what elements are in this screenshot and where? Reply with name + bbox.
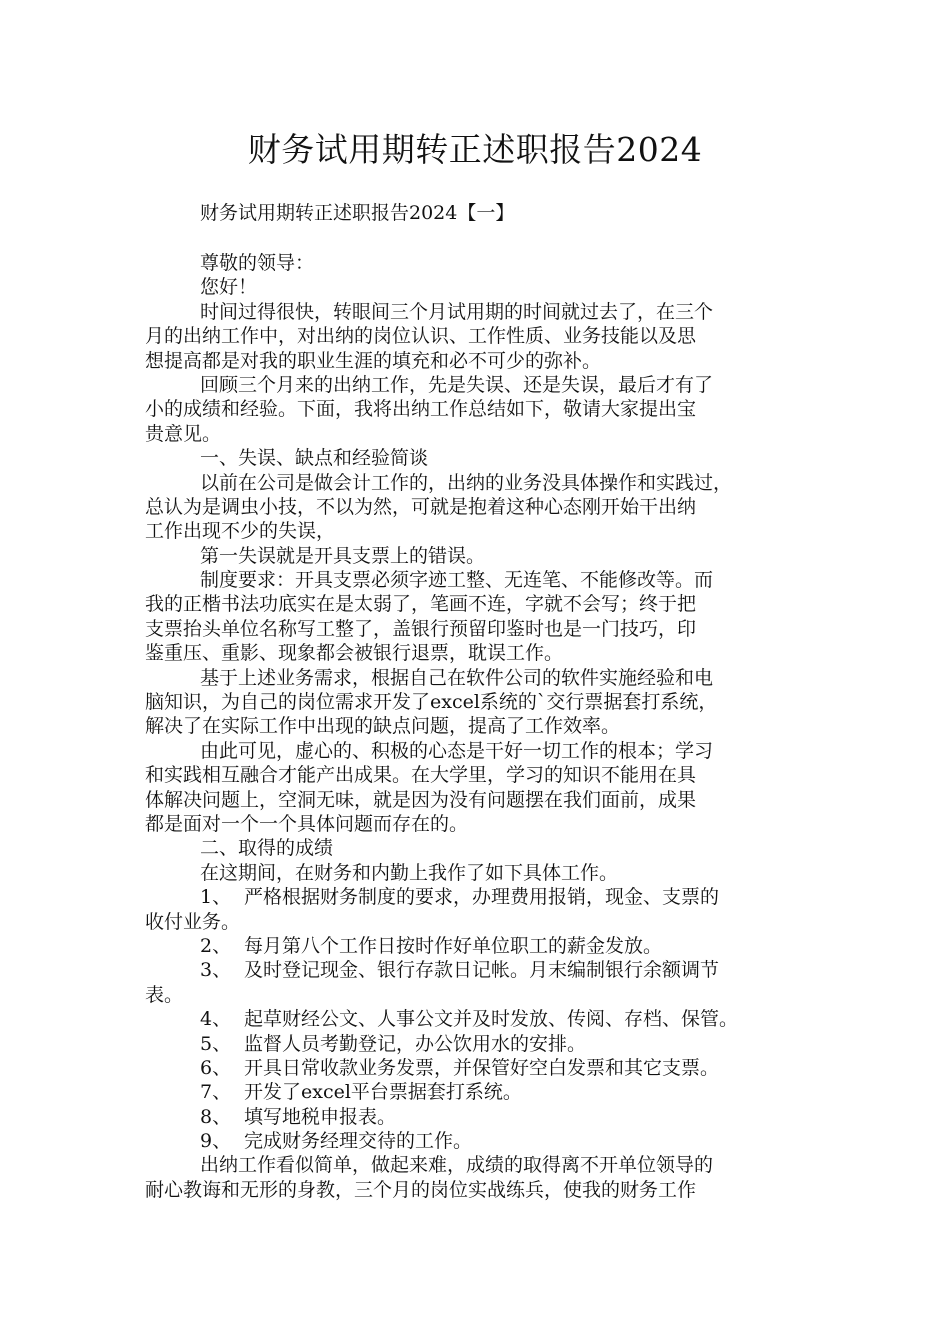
text-line [145, 714, 815, 738]
text-line [145, 495, 815, 519]
list-item [145, 1129, 815, 1153]
list-item-number: 5、 [200, 1032, 232, 1055]
text-line [145, 519, 815, 543]
text-line [145, 617, 815, 641]
line-text: 填写地税申报表。 [244, 1105, 397, 1128]
line-text: 开发了excel平台票据套打系统。 [244, 1081, 522, 1104]
document-title: 财务试用期转正述职报告2024 [247, 130, 703, 169]
text-line [145, 788, 815, 812]
list-item-number: 2、 [200, 934, 232, 957]
text-line [145, 690, 815, 714]
line-text: 起草财经公文、人事公文并及时发放、传阅、存档、保管。 [244, 1008, 739, 1031]
line-text: 以前在公司是做会计工作的，出纳的业务没具体操作和实践过， [200, 471, 733, 494]
line-text: 在这期间，在财务和内勤上我作了如下具体工作。 [200, 861, 619, 884]
line-text: 收付业务。 [145, 910, 241, 933]
line-text: 脑知识，为自己的岗位需求开发了excel系统的`交行票据套打系统， [145, 691, 718, 714]
list-item [145, 958, 815, 982]
line-text: 想提高都是对我的职业生涯的填充和必不可少的弥补。 [145, 349, 602, 372]
line-text: 月的出纳工作中，对出纳的岗位认识、工作性质、业务技能以及思 [145, 325, 697, 348]
list-item [145, 1007, 815, 1031]
list-item [145, 1080, 815, 1104]
text-line [145, 666, 815, 690]
line-text: 回顾三个月来的出纳工作，先是失误、还是失误，最后才有了 [200, 373, 714, 396]
line-text: 及时登记现金、银行存款日记帐。月末编制银行余额调节 [244, 959, 720, 982]
line-text: 都是面对一个一个具体问题而存在的。 [145, 812, 469, 835]
line-text: 由此可见，虚心的、积极的心态是干好一切工作的根本；学习 [200, 739, 714, 762]
list-item-number: 1、 [200, 886, 232, 909]
text-line [145, 592, 815, 616]
report-body [145, 251, 815, 1202]
line-text: 鉴重压、重影、现象都会被银行退票，耽误工作。 [145, 642, 564, 665]
text-line [145, 739, 815, 763]
line-text: 我的正楷书法功底实在是太弱了，笔画不连，字就不会写；终于把 [145, 593, 697, 616]
text-line [145, 275, 815, 299]
line-text: 严格根据财务制度的要求，办理费用报销，现金、支票的 [244, 886, 720, 909]
line-text: 开具日常收款业务发票，并保管好空白发票和其它支票。 [244, 1056, 720, 1079]
text-line [145, 1153, 815, 1177]
line-text: 总认为是调虫小技，不以为然，可就是抱着这种心态刚开始干出纳 [145, 495, 697, 518]
line-text: 基于上述业务需求，根据自己在软件公司的软件实施经验和电 [200, 666, 714, 689]
line-text: 第一失误就是开具支票上的错误。 [200, 544, 486, 567]
list-item [145, 1056, 815, 1080]
line-text: 解决了在实际工作中出现的缺点问题，提高了工作效率。 [145, 715, 621, 738]
line-text: 体解决问题上，空洞无味，就是因为没有问题摆在我们面前，成果 [145, 788, 697, 811]
list-item-number: 9、 [200, 1130, 232, 1153]
text-line [145, 983, 815, 1007]
line-text: 小的成绩和经验。下面，我将出纳工作总结如下，敬请大家提出宝 [145, 398, 697, 421]
text-line [145, 373, 815, 397]
line-text: 每月第八个工作日按时作好单位职工的薪金发放。 [244, 934, 663, 957]
line-text: 和实践相互融合才能产出成果。在大学里，学习的知识不能用在具 [145, 764, 697, 787]
line-text: 监督人员考勤登记，办公饮用水的安排。 [244, 1032, 587, 1055]
line-text: 完成财务经理交待的工作。 [244, 1130, 473, 1153]
text-line [145, 544, 815, 568]
text-line [145, 1178, 815, 1202]
list-item-number: 3、 [200, 959, 232, 982]
list-item [145, 934, 815, 958]
line-text: 二、取得的成绩 [200, 837, 334, 860]
list-item-number: 4、 [200, 1008, 232, 1031]
line-text: 耐心教诲和无形的身教，三个月的岗位实战练兵，使我的财务工作 [145, 1178, 697, 1201]
line-text: 工作出现不少的失误， [145, 520, 336, 543]
text-line [145, 471, 815, 495]
text-line [145, 349, 815, 373]
list-item [145, 1032, 815, 1056]
line-text: 一、失误、缺点和经验简谈 [200, 447, 429, 470]
list-item-number: 6、 [200, 1056, 232, 1079]
line-text: 您好！ [200, 276, 258, 299]
list-item [145, 885, 815, 909]
line-text: 贵意见。 [145, 422, 222, 445]
list-item-number: 7、 [200, 1081, 232, 1104]
line-text: 尊敬的领导： [200, 252, 315, 274]
section-heading: 财务试用期转正述职报告2024【一】 [200, 202, 515, 224]
text-line [145, 812, 815, 836]
text-line [145, 324, 815, 348]
text-line [145, 300, 815, 324]
text-line [145, 446, 815, 470]
text-line [145, 910, 815, 934]
text-line [145, 641, 815, 665]
text-line [145, 422, 815, 446]
text-line [145, 251, 815, 275]
list-item-number: 8、 [200, 1105, 232, 1128]
text-line [145, 836, 815, 860]
line-text: 制度要求：开具支票必须字迹工整、无连笔、不能修改等。而 [200, 569, 714, 592]
line-text: 时间过得很快，转眼间三个月试用期的时间就过去了，在三个 [200, 300, 714, 323]
text-line [145, 397, 815, 421]
line-text: 支票抬头单位名称写工整了，盖银行预留印鉴时也是一门技巧，印 [145, 617, 697, 640]
line-text: 表。 [145, 983, 184, 1006]
text-line [145, 763, 815, 787]
list-item [145, 1105, 815, 1129]
text-line [145, 861, 815, 885]
text-line [145, 568, 815, 592]
line-text: 出纳工作看似简单，做起来难，成绩的取得离不开单位领导的 [200, 1154, 714, 1177]
